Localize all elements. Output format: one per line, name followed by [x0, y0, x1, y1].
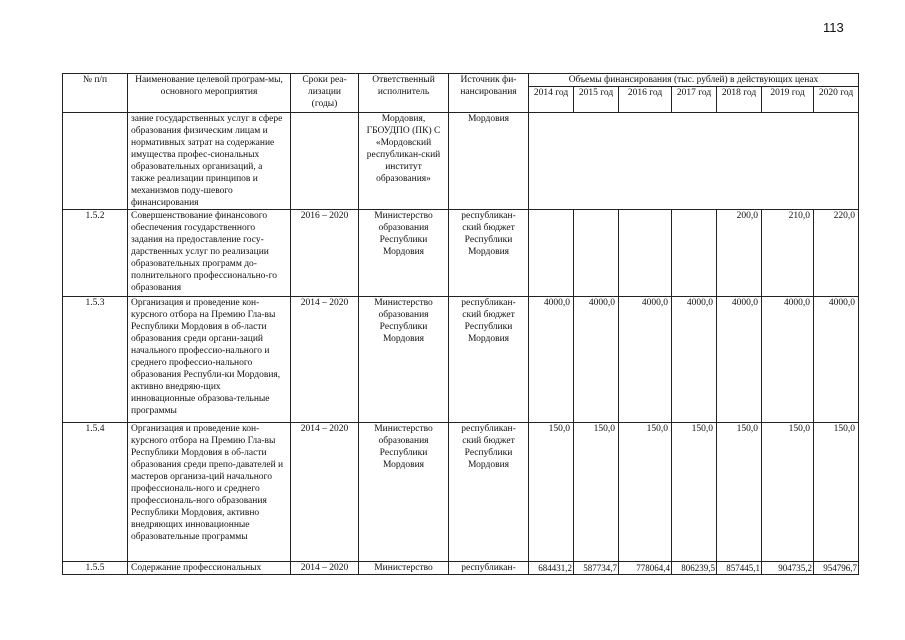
value-2017: 150,0 — [672, 423, 717, 562]
page-number: 113 — [823, 20, 844, 35]
row-source: республикан-ский бюджет Республики Мордовия — [449, 423, 529, 562]
value-2015: 150,0 — [574, 423, 619, 562]
row-name: Организация и проведение кон-курсного отбора на Премию Гла-вы Республики Мордовия в об-ласти образования среди препо-давателей и мастеров организа-ций начального профессиональ-ного и среднего профессиональ-ного образования Республики Мордовия, активно внедряющих инновационные образовательные программы — [128, 423, 291, 562]
row-executor: Министерство — [359, 562, 449, 575]
value-2018: 857445,1 — [717, 562, 762, 575]
header-executor: Ответственный исполнитель — [359, 74, 449, 113]
value-2015 — [574, 210, 619, 297]
value-2019: 904735,2 — [762, 562, 814, 575]
row-period: 2014 – 2020 — [291, 562, 359, 575]
header-num: № п/п — [63, 74, 128, 113]
row-num: 1.5.3 — [63, 297, 128, 423]
row-name: Организация и проведение кон-курсного отбора на Премию Гла-вы Республики Мордовия в об-ласти образования среди органи-заций начального профессио-нального и среднего профессио-нального образования Республи-ки Мордовия, активно внедряю-щих инновационные образова-тельные программы — [128, 297, 291, 423]
row-period — [291, 113, 359, 210]
row-num: 1.5.5 — [63, 562, 128, 575]
value-2019: 210,0 — [762, 210, 814, 297]
row-num: 1.5.4 — [63, 423, 128, 562]
header-year: 2019 год — [762, 87, 814, 113]
table-row — [63, 297, 859, 423]
row-source: республикан- — [449, 562, 529, 575]
value-2018: 150,0 — [717, 423, 762, 562]
table-row — [63, 210, 859, 297]
header-year: 2020 год — [814, 87, 859, 113]
value-2019: 4000,0 — [762, 297, 814, 423]
value-2016: 4000,0 — [619, 297, 672, 423]
value-2016 — [619, 210, 672, 297]
value-2014 — [529, 210, 574, 297]
row-num — [63, 113, 128, 210]
header-year: 2018 год — [717, 87, 762, 113]
row-name: Содержание профессиональных — [128, 562, 291, 575]
row-period: 2014 – 2020 — [291, 297, 359, 423]
table-row — [63, 562, 859, 575]
row-source: республикан-ский бюджет Республики Мордовия — [449, 210, 529, 297]
value-2018: 200,0 — [717, 210, 762, 297]
value-2018: 4000,0 — [717, 297, 762, 423]
row-source: республикан-ский бюджет Республики Мордовия — [449, 297, 529, 423]
table-row — [63, 113, 859, 210]
value-2017: 806239,5 — [672, 562, 717, 575]
value-2017: 4000,0 — [672, 297, 717, 423]
row-source: Мордовия — [449, 113, 529, 210]
value-2020: 220,0 — [814, 210, 859, 297]
row-period: 2014 – 2020 — [291, 423, 359, 562]
header-source: Источник фи-нансирования — [449, 74, 529, 113]
value-2016: 778064,4 — [619, 562, 672, 575]
value-2015: 587734,7 — [574, 562, 619, 575]
row-period: 2016 – 2020 — [291, 210, 359, 297]
header-period: Сроки реа-лизации (годы) — [291, 74, 359, 113]
value-2019: 150,0 — [762, 423, 814, 562]
row-executor: Министерство образования Республики Мордовия — [359, 297, 449, 423]
row-num: 1.5.2 — [63, 210, 128, 297]
value-2014: 150,0 — [529, 423, 574, 562]
value-2020: 954796,7 — [814, 562, 859, 575]
row-name: Совершенствование финансового обеспечения государственного задания на предоставление госу-дарственных услуг по реализации образовательных программ до-полнительного профессионально-го образования — [128, 210, 291, 297]
header-name: Наименование целевой програм-мы, основного мероприятия — [128, 74, 291, 113]
table-row — [63, 423, 859, 562]
row-executor: Мордовия, ГБОУДПО (ПК) С «Мордовский республикан-ский институт образования» — [359, 113, 449, 210]
value-2017 — [672, 210, 717, 297]
funding-table — [62, 73, 859, 575]
header-year: 2017 год — [672, 87, 717, 113]
header-year: 2015 год — [574, 87, 619, 113]
value-2020: 4000,0 — [814, 297, 859, 423]
value-2015: 4000,0 — [574, 297, 619, 423]
row-executor: Министерство образования Республики Мордовия — [359, 423, 449, 562]
header-funding: Объемы финансирования (тыс. рублей) в действующих ценах — [529, 74, 859, 87]
row-executor: Министерство образования Республики Мордовия — [359, 210, 449, 297]
value-2014: 4000,0 — [529, 297, 574, 423]
value-2020: 150,0 — [814, 423, 859, 562]
row-name: зание государственных услуг в сфере образования физическим лицам и нормативных затрат на содержание имущества профес-сиональных образовательных организаций, а также реализации принципов и механизмов поду-шевого финансирования — [128, 113, 291, 210]
value-2014: 684431,2 — [529, 562, 574, 575]
header-year: 2016 год — [619, 87, 672, 113]
header-year: 2014 год — [529, 87, 574, 113]
value-2016: 150,0 — [619, 423, 672, 562]
row-values-empty — [529, 113, 859, 210]
